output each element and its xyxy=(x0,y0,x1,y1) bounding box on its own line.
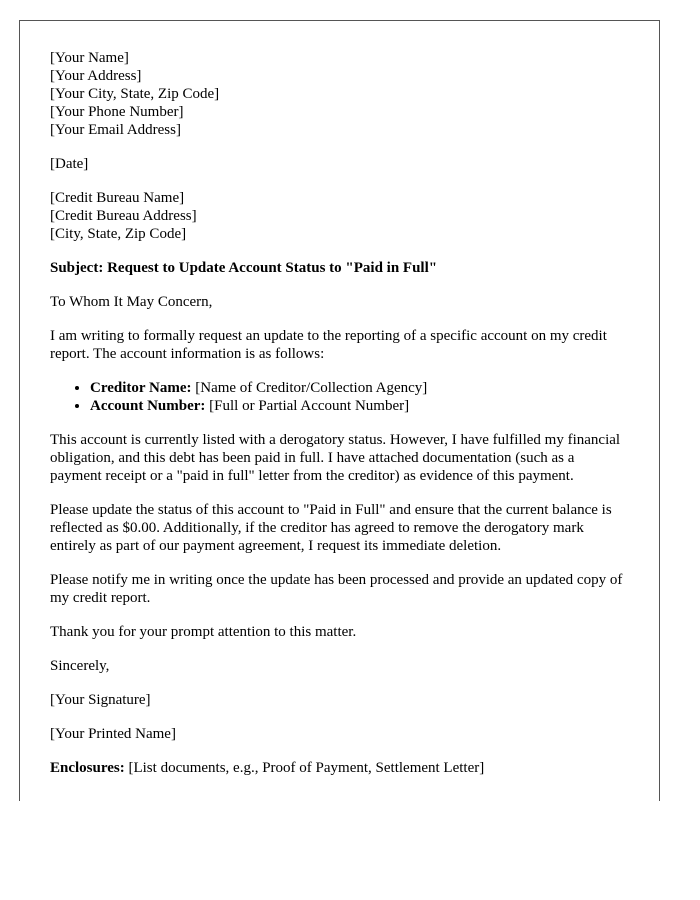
creditor-name-value: [Name of Creditor/Collection Agency] xyxy=(195,380,428,396)
sender-city-state-zip: [Your City, State, Zip Code] xyxy=(50,86,220,102)
salutation: To Whom It May Concern, xyxy=(50,294,213,310)
printed-name-placeholder: [Your Printed Name] xyxy=(50,726,176,742)
account-number-value: [Full or Partial Account Number] xyxy=(209,398,410,414)
recipient-block xyxy=(50,189,625,243)
body-paragraph-request: Please update the status of this account to "Paid in Full" and ensure that the current balance is reflected as $0.00. Additionally, if the creditor has agreed to remove the derogatory mark entirely as part of our payment agreement, I request its immediate deletion. xyxy=(50,502,612,554)
recipient-city-state-zip: [City, State, Zip Code] xyxy=(50,226,187,242)
enclosures-label: Enclosures: xyxy=(50,760,125,776)
sender-email: [Your Email Address] xyxy=(50,122,181,138)
enclosures-value: [List documents, e.g., Proof of Payment, Settlement Letter] xyxy=(128,760,485,776)
recipient-name: [Credit Bureau Name] xyxy=(50,190,185,206)
list-item-account-number xyxy=(90,397,625,415)
body-paragraph-thanks: Thank you for your prompt attention to this matter. xyxy=(50,624,357,640)
closing: Sincerely, xyxy=(50,658,110,674)
subject-line: Subject: Request to Update Account Status to "Paid in Full" xyxy=(50,260,438,276)
sender-name: [Your Name] xyxy=(50,50,129,66)
letter-page xyxy=(19,20,660,801)
account-info-list xyxy=(50,379,625,415)
body-paragraph-notify: Please notify me in writing once the update has been processed and provide an updated copy of my credit report. xyxy=(50,572,623,606)
letter-date: [Date] xyxy=(50,156,89,172)
sender-phone: [Your Phone Number] xyxy=(50,104,184,120)
letter-content xyxy=(50,49,625,793)
sender-address: [Your Address] xyxy=(50,68,142,84)
body-paragraph-status: This account is currently listed with a derogatory status. However, I have fulfilled my financial obligation, and this debt has been paid in full. I have attached documentation (such as a payment receipt or a "paid in full" letter from the creditor) as evidence of this payment. xyxy=(50,432,621,484)
signature-placeholder: [Your Signature] xyxy=(50,692,151,708)
intro-paragraph: I am writing to formally request an update to the reporting of a specific account on my credit report. The account information is as follows: xyxy=(50,328,607,362)
account-number-label: Account Number: xyxy=(90,398,206,414)
sender-block xyxy=(50,49,625,139)
recipient-address: [Credit Bureau Address] xyxy=(50,208,197,224)
enclosures-line xyxy=(50,759,625,777)
creditor-name-label: Creditor Name: xyxy=(90,380,192,396)
list-item-creditor-name xyxy=(90,379,625,397)
